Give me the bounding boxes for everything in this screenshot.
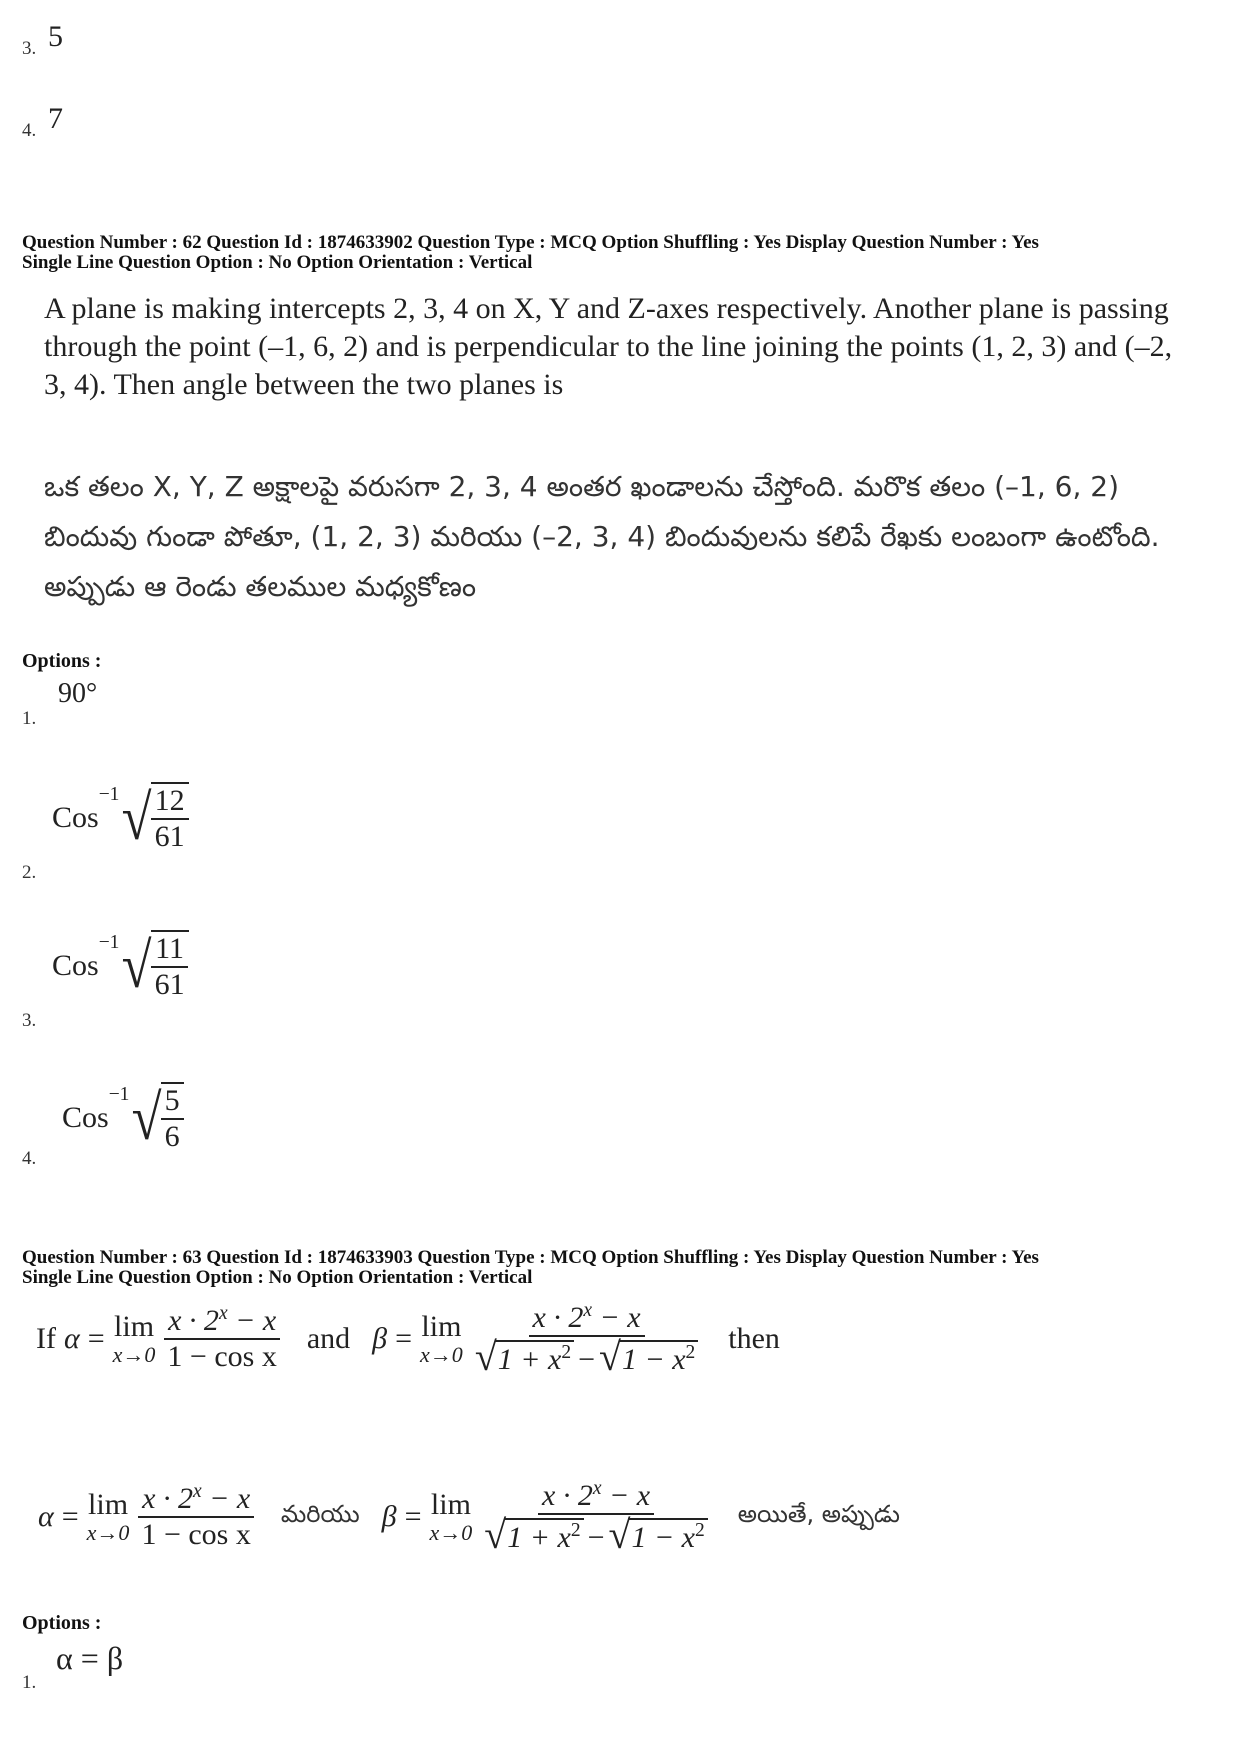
beta-symbol: β (372, 1321, 388, 1355)
q62-option-4-expression[interactable] (62, 1082, 184, 1154)
q63-meta-line2: Single Line Question Option : No Option Orientation : Vertical (22, 1267, 533, 1288)
prev-option-4-value[interactable]: 7 (48, 102, 63, 135)
q62-option-2-number: 2. (22, 862, 37, 883)
q62-question-text-telugu: ఒక తలం X, Y, Z అక్షాలపై వరుసగా 2, 3, 4 అంతర ఖండాలను చేస్తోంది. మరొక తలం (–1, 6, 2) బిందువు గుండా పోతూ, (1, 2, 3) మరియు (–2, 3, 4) బిందువులను కలిపే రేఖకు లంబంగా ఉంటోంది. అప్పుడు ఆ రెండు తలముల మధ్యకోణం (44, 470, 1160, 603)
q62-meta-line1: Question Number : 62 Question Id : 1874633902 Question Type : MCQ Option Shuffling : Yes Display Question Number : Yes (22, 232, 1039, 253)
q63-question-telugu: α = lim x→0 $\frac{x \cdot 2^x - x}{\text{1 − cos x}}$ మరియు β = lim x→0 $x \cdot 2^x - x$ √ $1 + x^2$ − √ $1 - x^2$ అయితే, అప్పుడు (38, 1478, 900, 1557)
and-word-telugu: మరియు (280, 1499, 360, 1528)
fraction-denominator: 61 (154, 968, 185, 1001)
q63-options-label: Options : (22, 1612, 102, 1634)
alpha-fraction: $\frac{x \cdot 2^x - x}{\text{1 − cos x}}$ (163, 1303, 280, 1374)
prev-option-3-value[interactable]: 5 (48, 20, 63, 53)
q63-option-1-value[interactable]: α = β (56, 1640, 124, 1676)
q63-meta-line1: Question Number : 63 Question Id : 1874633903 Question Type : MCQ Option Shuffling : Yes Display Question Number : Yes (22, 1247, 1039, 1268)
q62-meta-line2: Single Line Question Option : No Option Orientation : Vertical (22, 252, 533, 273)
square-root (119, 782, 188, 854)
prev-option-4-number: 4. (22, 120, 37, 141)
radical-sign-icon: √ (132, 1082, 162, 1153)
radical-sign-icon: √ (122, 930, 152, 1001)
fraction-numerator: 5 (161, 1084, 184, 1120)
if-word: If (36, 1321, 56, 1355)
q62-options-label: Options : (22, 650, 102, 672)
square-root (129, 1082, 183, 1154)
alpha-symbol: α (38, 1499, 54, 1533)
then-word-telugu: అయితే, అప్పుడు (737, 1499, 900, 1528)
q63-option-1-number: 1. (22, 1672, 37, 1693)
limit-operator: lim x→0 (420, 1309, 463, 1367)
cos-function: Cos (62, 1101, 109, 1134)
beta-symbol: β (381, 1499, 397, 1533)
q62-question-text-english: A plane is making intercepts 2, 3, 4 on X, Y and Z-axes respectively. Another plane is passing through the point (–1, 6, 2) and is perpendicular to the line joining the points (1, 2, 3) and (–2, 3, 4). Then angle between the two planes is (44, 292, 1173, 401)
limit-operator: lim x→0 (112, 1309, 156, 1367)
cos-function: Cos (52, 801, 99, 834)
q62-option-2-expression[interactable] (52, 782, 189, 854)
inverse-exponent: −1 (98, 932, 120, 953)
prev-option-3-number: 3. (22, 38, 37, 59)
q62-option-3-expression[interactable] (52, 930, 189, 1002)
q62-option-3-number: 3. (22, 1010, 37, 1031)
q62-option-4-number: 4. (22, 1148, 37, 1169)
radical-sign-icon: √ (122, 782, 152, 853)
beta-fraction: $x \cdot 2^x - x$ √ $1 + x^2$ − √ $1 - x^2$ (471, 1300, 702, 1377)
q62-option-1-value[interactable]: 90° (58, 678, 98, 709)
limit-operator: lim x→0 (86, 1487, 130, 1545)
fraction-numerator: 12 (151, 784, 189, 820)
inverse-exponent: −1 (108, 1084, 130, 1105)
q62-option-1-number: 1. (22, 708, 37, 729)
fraction-denominator: 61 (154, 820, 185, 853)
cos-function: Cos (52, 949, 99, 982)
fraction-denominator: 6 (164, 1120, 180, 1153)
then-word: then (728, 1321, 780, 1355)
q63-question-english: If α = lim x→0 $\frac{x \cdot 2^x - x}{\text{1 − cos x}}$ and β = lim x→0 $x \cdot 2^x - x$ √ $1 + x^2$ − √ $1 - x^2$ then (36, 1300, 780, 1379)
fraction-numerator: 11 (151, 932, 188, 968)
inverse-exponent: −1 (98, 784, 120, 805)
and-word: and (306, 1321, 351, 1355)
limit-operator: lim x→0 (429, 1487, 473, 1545)
alpha-fraction: $\frac{x \cdot 2^x - x}{\text{1 − cos x}}$ (137, 1481, 254, 1552)
beta-fraction: $x \cdot 2^x - x$ √ $1 + x^2$ − √ $1 - x^2$ (480, 1478, 711, 1555)
alpha-symbol: α (63, 1321, 80, 1355)
square-root (119, 930, 188, 1002)
